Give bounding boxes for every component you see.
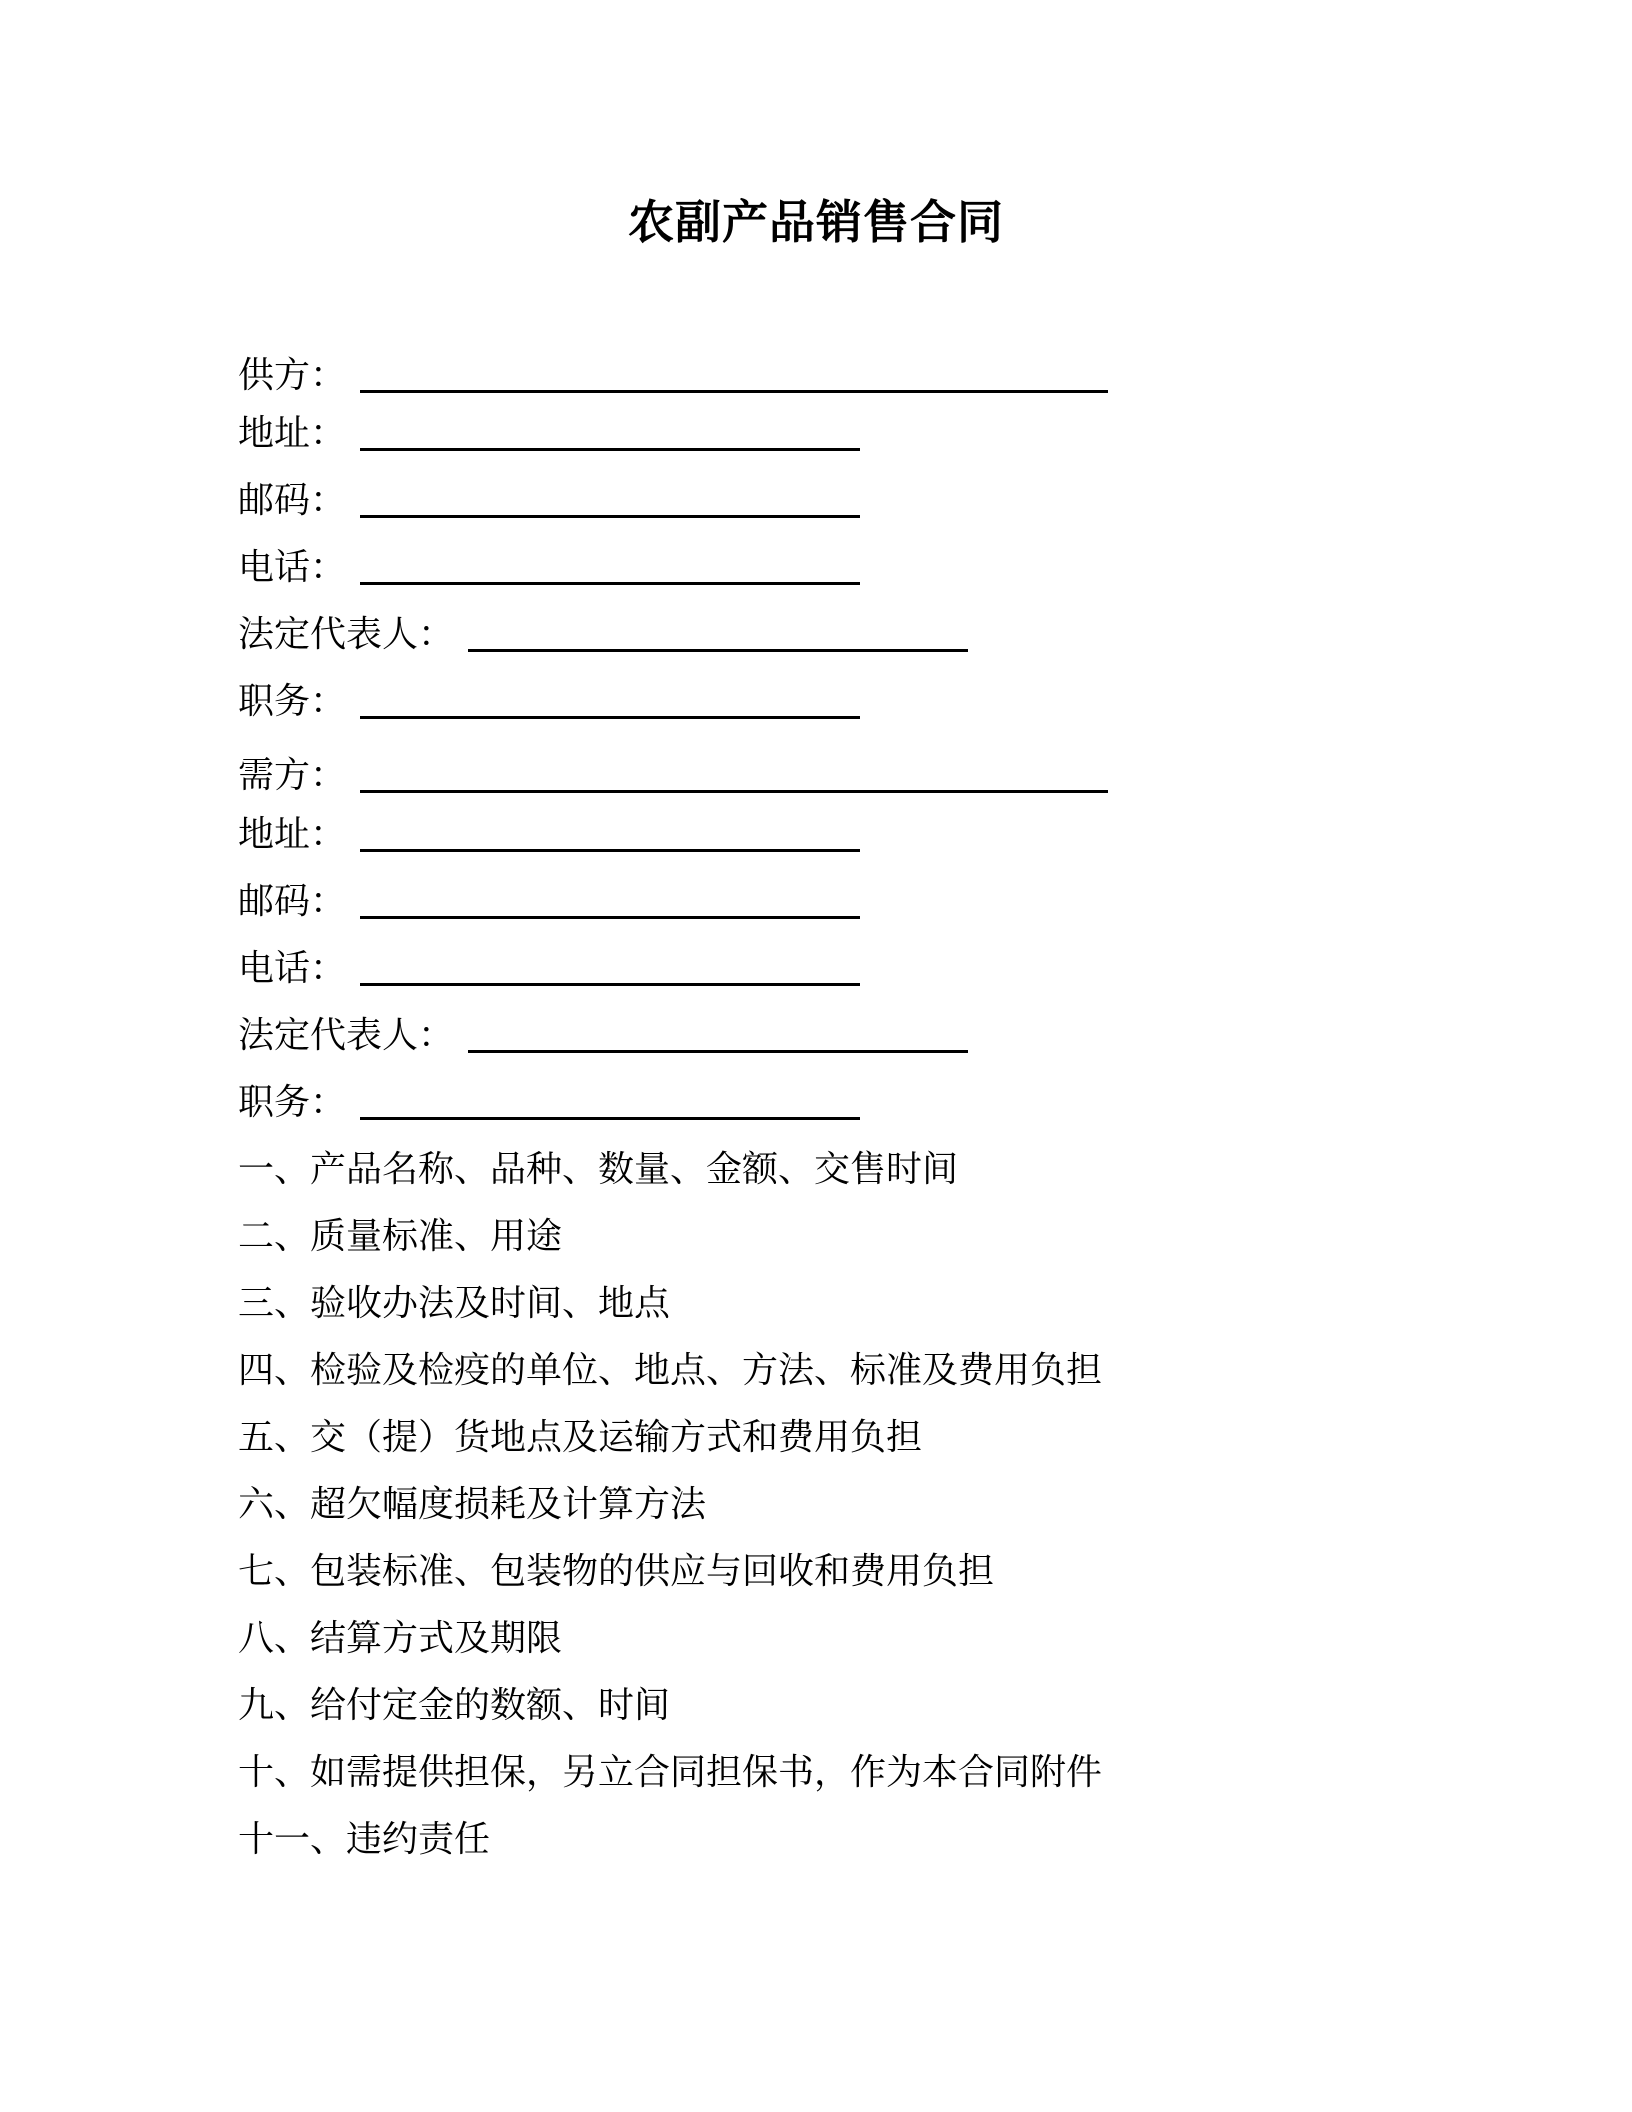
buyer-postcode-label: 邮码： — [238, 881, 347, 922]
supplier-legal-rep-label: 法定代表人： — [238, 614, 455, 655]
supplier-postcode-row — [238, 477, 860, 525]
buyer-position-label: 职务： — [238, 1082, 347, 1123]
buyer-party-label: 需方： — [238, 755, 347, 796]
clause-item: 十一、违约责任 — [238, 1819, 491, 1860]
clause-item: 八、结算方式及期限 — [238, 1618, 563, 1659]
supplier-position-blank[interactable] — [360, 686, 860, 719]
clause-item: 一、产品名称、品种、数量、金额、交售时间 — [238, 1149, 959, 1190]
clause-item: 三、验收办法及时间、地点 — [238, 1283, 671, 1324]
clause-item: 二、质量标准、用途 — [238, 1216, 563, 1257]
supplier-phone-label: 电话： — [238, 547, 347, 588]
supplier-postcode-label: 邮码： — [238, 480, 347, 521]
clause-item: 十、如需提供担保，另立合同担保书，作为本合同附件 — [238, 1752, 1103, 1793]
buyer-address-blank[interactable] — [360, 819, 860, 852]
buyer-party-blank[interactable] — [360, 760, 1108, 793]
clause-item: 九、给付定金的数额、时间 — [238, 1685, 671, 1726]
buyer-position-row — [238, 1079, 860, 1127]
buyer-postcode-blank[interactable] — [360, 886, 860, 919]
buyer-phone-blank[interactable] — [360, 953, 860, 986]
clause-item: 七、包装标准、包装物的供应与回收和费用负担 — [238, 1551, 995, 1592]
buyer-party-row — [238, 752, 1108, 800]
buyer-address-row — [238, 811, 860, 859]
buyer-legal-rep-blank[interactable] — [468, 1020, 968, 1053]
supplier-position-label: 职务： — [238, 681, 347, 722]
buyer-phone-label: 电话： — [238, 948, 347, 989]
buyer-postcode-row — [238, 878, 860, 926]
supplier-postcode-blank[interactable] — [360, 485, 860, 518]
clause-item: 四、检验及检疫的单位、地点、方法、标准及费用负担 — [238, 1350, 1103, 1391]
supplier-party-label: 供方： — [238, 355, 347, 396]
supplier-legal-rep-blank[interactable] — [468, 619, 968, 652]
clause-item: 六、超欠幅度损耗及计算方法 — [238, 1484, 707, 1525]
supplier-position-row — [238, 678, 860, 726]
clause-item: 五、交（提）货地点及运输方式和费用负担 — [238, 1417, 923, 1458]
buyer-legal-rep-row — [238, 1012, 968, 1060]
buyer-position-blank[interactable] — [360, 1087, 860, 1120]
supplier-party-row — [238, 352, 1108, 400]
supplier-address-row — [238, 410, 860, 458]
supplier-phone-blank[interactable] — [360, 552, 860, 585]
supplier-address-label: 地址： — [238, 413, 347, 454]
supplier-legal-rep-row — [238, 611, 968, 659]
supplier-phone-row — [238, 544, 860, 592]
supplier-address-blank[interactable] — [360, 418, 860, 451]
buyer-phone-row — [238, 945, 860, 993]
buyer-legal-rep-label: 法定代表人： — [238, 1015, 455, 1056]
document-title: 农副产品销售合同 — [628, 195, 1004, 249]
supplier-party-blank[interactable] — [360, 360, 1108, 393]
buyer-address-label: 地址： — [238, 814, 347, 855]
